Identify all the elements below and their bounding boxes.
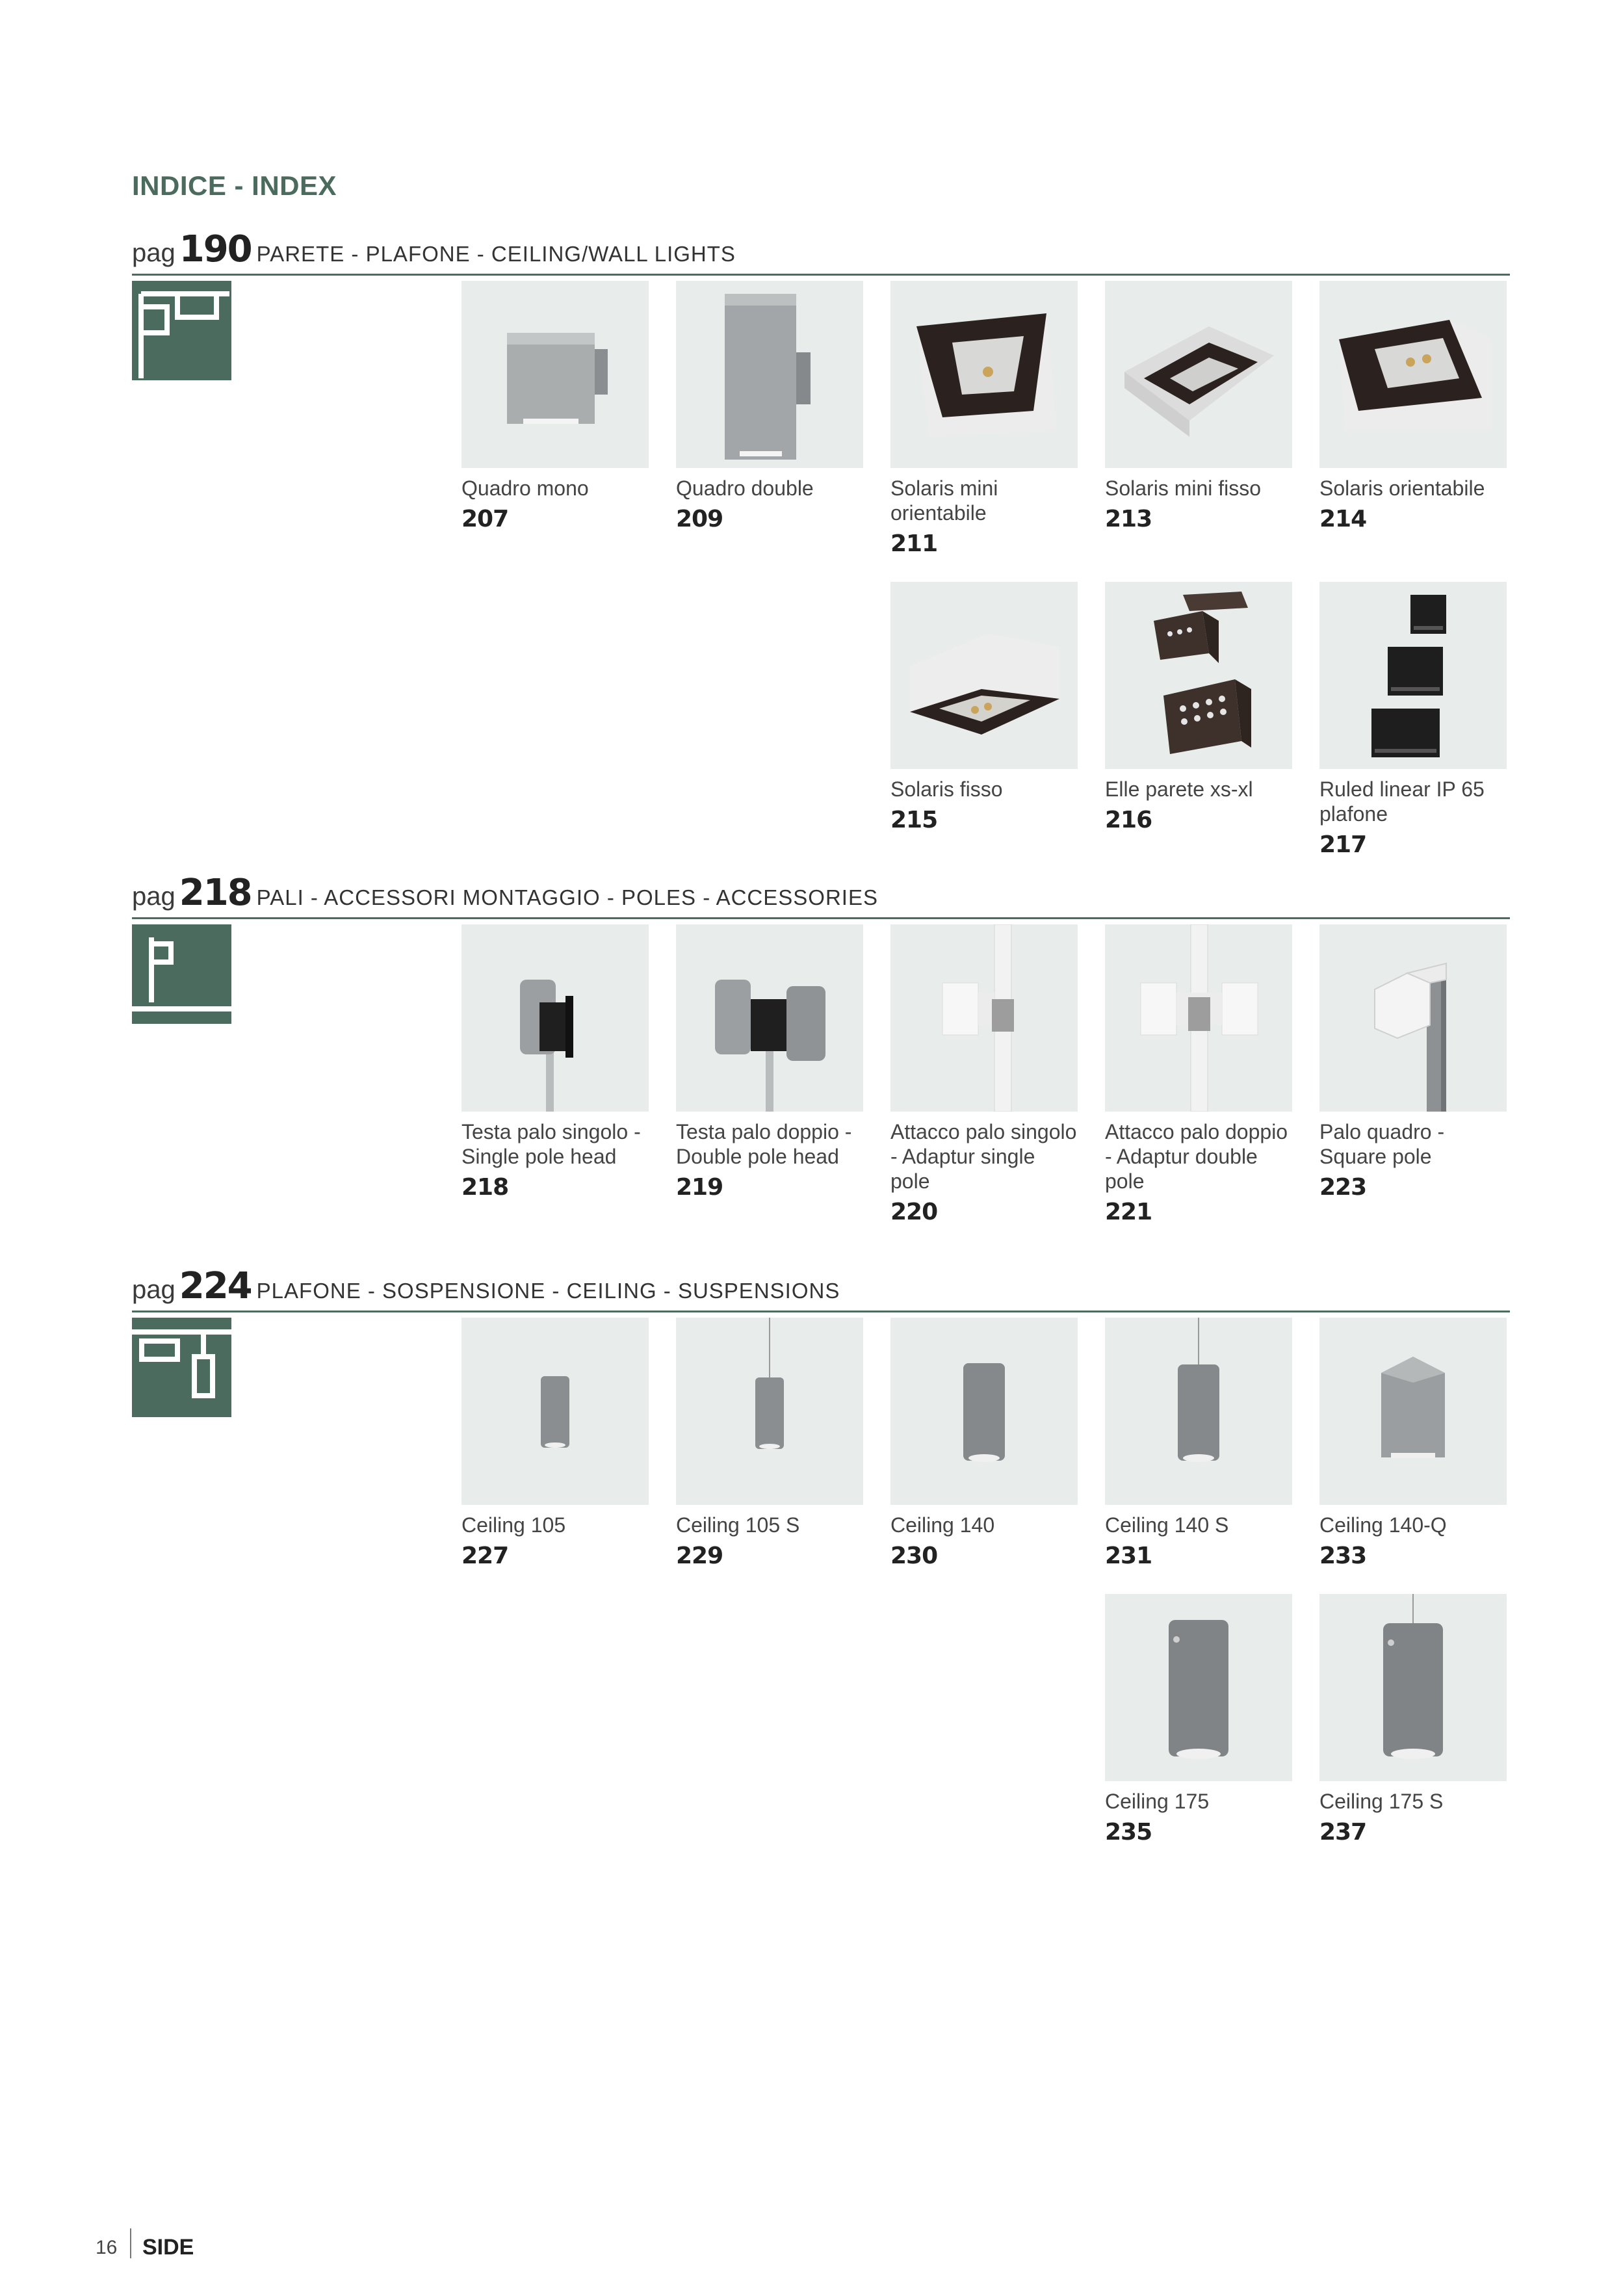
product-thumbnail xyxy=(461,924,649,1112)
product-item[interactable] xyxy=(1319,582,1507,858)
product-name: Palo quadro - Square pole xyxy=(1319,1120,1445,1168)
product-thumbnail xyxy=(1319,924,1507,1112)
product-item[interactable] xyxy=(890,1318,1078,1569)
product-item[interactable] xyxy=(1105,281,1292,532)
footer-divider xyxy=(130,2228,131,2258)
section-divider xyxy=(132,1311,1510,1312)
pag-label: pag xyxy=(132,1275,175,1304)
product-page-number: 223 xyxy=(1319,1174,1367,1201)
product-thumbnail xyxy=(461,281,649,468)
product-name: Ceiling 175 S xyxy=(1319,1790,1444,1813)
pag-label: pag xyxy=(132,882,175,911)
product-name: Solaris orientabile xyxy=(1319,476,1485,500)
wall-ceiling-category-icon xyxy=(132,281,231,380)
product-name: Elle parete xs-xl xyxy=(1105,777,1253,801)
product-thumbnail xyxy=(1105,1318,1292,1505)
product-page-number: 233 xyxy=(1319,1543,1367,1569)
page-title: INDICE - INDEX xyxy=(132,170,337,201)
product-name: Ceiling 140 xyxy=(890,1513,995,1537)
product-page-number: 219 xyxy=(676,1174,723,1201)
product-page-number: 216 xyxy=(1105,807,1152,833)
section-title: PLAFONE - SOSPENSIONE - CEILING - SUSPENSIONS xyxy=(256,1279,840,1303)
pag-number: 218 xyxy=(179,872,252,914)
product-thumbnail xyxy=(676,924,863,1112)
product-item[interactable] xyxy=(1319,924,1507,1201)
product-name: Quadro mono xyxy=(461,476,589,500)
pag-number: 224 xyxy=(179,1265,252,1307)
product-item[interactable] xyxy=(1319,281,1507,532)
product-page-number: 217 xyxy=(1319,831,1367,858)
section-divider xyxy=(132,917,1510,919)
product-page-number: 231 xyxy=(1105,1543,1152,1569)
footer-page-number: 16 xyxy=(96,2237,118,2258)
section-title: PARETE - PLAFONE - CEILING/WALL LIGHTS xyxy=(256,242,736,266)
product-name: Solaris fisso xyxy=(890,777,1003,801)
product-name: Ceiling 140 S xyxy=(1105,1513,1229,1537)
product-name: Attacco palo singolo - Adaptur single pole xyxy=(890,1120,1077,1193)
footer-brand: SIDE xyxy=(142,2235,194,2260)
product-thumbnail xyxy=(1105,582,1292,769)
product-name: Testa palo doppio - Double pole head xyxy=(676,1120,852,1168)
product-thumbnail xyxy=(1105,924,1292,1112)
product-thumbnail xyxy=(461,1318,649,1505)
product-page-number: 237 xyxy=(1319,1819,1367,1846)
section-header-wall-lights xyxy=(132,221,1510,276)
product-page-number: 220 xyxy=(890,1199,938,1225)
product-item[interactable] xyxy=(1319,1594,1507,1846)
pag-label: pag xyxy=(132,239,175,267)
product-page-number: 218 xyxy=(461,1174,509,1201)
product-item[interactable] xyxy=(890,582,1078,833)
product-name: Ceiling 140-Q xyxy=(1319,1513,1447,1537)
product-name: Solaris mini orientabile xyxy=(890,476,998,525)
product-item[interactable] xyxy=(461,281,649,532)
product-thumbnail xyxy=(676,281,863,468)
product-page-number: 215 xyxy=(890,807,938,833)
product-name: Solaris mini fisso xyxy=(1105,476,1262,500)
product-item[interactable] xyxy=(1105,1594,1292,1846)
product-name: Ceiling 175 xyxy=(1105,1790,1210,1813)
product-thumbnail xyxy=(1319,1594,1507,1781)
product-item[interactable] xyxy=(461,924,649,1201)
product-item[interactable] xyxy=(1319,1318,1507,1569)
product-item[interactable] xyxy=(890,281,1078,557)
product-thumbnail xyxy=(1105,281,1292,468)
section-divider xyxy=(132,274,1510,276)
product-thumbnail xyxy=(1319,281,1507,468)
section-title: PALI - ACCESSORI MONTAGGIO - POLES - ACCESSORIES xyxy=(256,885,878,909)
product-page-number: 214 xyxy=(1319,506,1367,532)
product-page-number: 227 xyxy=(461,1543,509,1569)
product-item[interactable] xyxy=(890,924,1078,1225)
product-name: Attacco palo doppio - Adaptur double pole xyxy=(1105,1120,1288,1193)
pag-number: 190 xyxy=(179,228,252,270)
product-thumbnail xyxy=(890,924,1078,1112)
product-page-number: 213 xyxy=(1105,506,1152,532)
product-item[interactable] xyxy=(676,281,863,532)
product-item[interactable] xyxy=(461,1318,649,1569)
product-item[interactable] xyxy=(1105,1318,1292,1569)
product-thumbnail xyxy=(890,582,1078,769)
product-page-number: 221 xyxy=(1105,1199,1152,1225)
product-thumbnail xyxy=(1105,1594,1292,1781)
product-page-number: 211 xyxy=(890,530,938,557)
product-item[interactable] xyxy=(676,924,863,1201)
product-page-number: 207 xyxy=(461,506,509,532)
product-item[interactable] xyxy=(1105,924,1292,1225)
product-item[interactable] xyxy=(1105,582,1292,833)
section-header-poles-accessories xyxy=(132,865,1510,919)
product-thumbnail xyxy=(1319,582,1507,769)
product-name: Ceiling 105 S xyxy=(676,1513,800,1537)
product-name: Quadro double xyxy=(676,476,814,500)
ceiling-suspension-category-icon xyxy=(132,1318,231,1417)
product-name: Testa palo singolo - Single pole head xyxy=(461,1120,641,1168)
product-name: Ceiling 105 xyxy=(461,1513,566,1537)
product-page-number: 235 xyxy=(1105,1819,1152,1846)
product-page-number: 230 xyxy=(890,1543,938,1569)
section-header-ceiling-suspensions xyxy=(132,1258,1510,1312)
product-name: Ruled linear IP 65 plafone xyxy=(1319,777,1485,826)
product-thumbnail xyxy=(890,281,1078,468)
product-item[interactable] xyxy=(676,1318,863,1569)
product-page-number: 229 xyxy=(676,1543,723,1569)
product-thumbnail xyxy=(1319,1318,1507,1505)
product-page-number: 209 xyxy=(676,506,723,532)
product-thumbnail xyxy=(890,1318,1078,1505)
product-thumbnail xyxy=(676,1318,863,1505)
pole-category-icon xyxy=(132,924,231,1024)
